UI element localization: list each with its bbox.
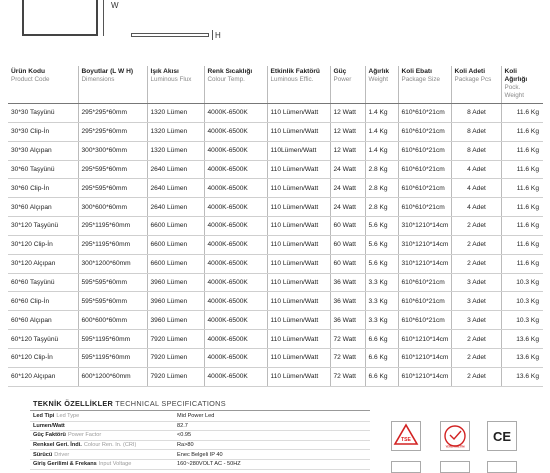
spec-value: 160~280VOLT AC - 50HZ (177, 461, 241, 468)
table-cell: 110 Lümen/Watt (267, 179, 330, 198)
spec-label-en: Driver (54, 451, 70, 458)
column-header-tr: Koli Ebatı (401, 68, 432, 75)
table-cell: 295*295*60mm (78, 104, 147, 123)
column-header-tr: Güç (333, 68, 347, 75)
table-cell: 60 Watt (330, 235, 365, 254)
column-header-tr: Ağırlık (368, 68, 390, 75)
table-cell: 310*1210*14cm (398, 217, 451, 236)
column-header-en: Product Code (11, 76, 50, 83)
spec-label-tr: Giriş Gerilimi & Frekans (33, 461, 97, 468)
table-cell: 11.6 Kg (501, 235, 543, 254)
spec-label-tr: Güç Faktörü (33, 432, 66, 439)
spec-label-tr: Sürücü (33, 451, 53, 458)
table-cell: 2640 Lümen (147, 179, 204, 198)
table-cell: 6.6 Kg (365, 330, 398, 349)
table-cell: 30*30 Clip-İn (8, 122, 78, 141)
spec-label-en: Power Factor (67, 432, 102, 439)
table-cell: 2 Adet (451, 330, 501, 349)
table-cell: 12 Watt (330, 104, 365, 123)
spec-value: Mid Power Led (177, 413, 215, 420)
spec-value: Enec Belgeli IP 40 (177, 451, 223, 458)
table-cell: 595*595*60mm (78, 292, 147, 311)
table-cell: 110Lümen/Watt (267, 141, 330, 160)
table-cell: 300*1200*60mm (78, 254, 147, 273)
table-row (8, 273, 543, 292)
table-cell: 36 Watt (330, 311, 365, 330)
spec-row (30, 422, 370, 432)
table-cell: 4000K-6500K (204, 141, 267, 160)
cert-badge-bottom-2 (440, 461, 470, 473)
table-cell: 2.8 Kg (365, 160, 398, 179)
table-cell: 3.3 Kg (365, 273, 398, 292)
column-header-en: Power (333, 76, 352, 83)
table-cell: 2.8 Kg (365, 179, 398, 198)
height-label: H (215, 31, 221, 40)
column-header (501, 66, 543, 104)
table-cell: 1320 Lümen (147, 141, 204, 160)
table-cell: 8 Adet (451, 141, 501, 160)
column-header-en: Pock. Weight (504, 84, 524, 99)
table-cell: 60*120 Alçıpan (8, 367, 78, 386)
table-cell: 24 Watt (330, 160, 365, 179)
tech-spec-title-tr: TEKNİK ÖZELLİKLER (33, 399, 114, 408)
column-header-tr: Koli Adeti (454, 68, 486, 75)
table-cell: 610*610*21cm (398, 179, 451, 198)
table-cell: 4 Adet (451, 198, 501, 217)
table-cell: 6.6 Kg (365, 367, 398, 386)
tse-text: TSE (401, 437, 411, 443)
table-cell: 1320 Lümen (147, 122, 204, 141)
width-label: W (111, 1, 119, 10)
ce-mark-icon (488, 422, 516, 450)
tech-spec-divider (30, 410, 370, 411)
table-cell: 6600 Lümen (147, 217, 204, 236)
table-cell: 4000K-6500K (204, 254, 267, 273)
table-cell: 4000K-6500K (204, 179, 267, 198)
table-cell: 310*1210*14cm (398, 254, 451, 273)
table-cell: 110 Lümen/Watt (267, 217, 330, 236)
column-header-tr: Boyutlar (L W H) (81, 68, 134, 75)
table-cell: 7920 Lümen (147, 348, 204, 367)
table-cell: 2 Adet (451, 348, 501, 367)
table-cell: 610*1210*14cm (398, 348, 451, 367)
table-cell: 610*610*21cm (398, 198, 451, 217)
column-header-en: Package Pcs (454, 76, 492, 83)
table-cell: 8 Adet (451, 104, 501, 123)
table-cell: 7920 Lümen (147, 330, 204, 349)
table-row (8, 235, 543, 254)
table-cell: 2640 Lümen (147, 160, 204, 179)
table-cell: 110 Lümen/Watt (267, 104, 330, 123)
table-row (8, 160, 543, 179)
table-cell: 8 Adet (451, 122, 501, 141)
table-row (8, 179, 543, 198)
table-cell: 110 Lümen/Watt (267, 198, 330, 217)
column-header-en: Package Size (401, 76, 441, 83)
table-cell: 4000K-6500K (204, 235, 267, 254)
table-cell: 4000K-6500K (204, 104, 267, 123)
table-cell: 110 Lümen/Watt (267, 292, 330, 311)
table-cell: 30*30 Alçıpan (8, 141, 78, 160)
column-header-en: Luminous Effic. (270, 76, 314, 83)
spec-label (30, 461, 177, 467)
width-dimension-line (103, 0, 104, 36)
table-cell: 12 Watt (330, 122, 365, 141)
column-header (365, 66, 398, 104)
table-row (8, 104, 543, 123)
cert-badge-bottom-1 (391, 461, 421, 473)
table-row (8, 217, 543, 236)
column-header-tr: Ürün Kodu (11, 68, 46, 75)
table-cell: 30*30 Taşyünü (8, 104, 78, 123)
table-cell: 10.3 Kg (501, 273, 543, 292)
spec-row (30, 450, 370, 460)
spec-label-en: Led Type (56, 413, 80, 420)
product-drawing (0, 0, 550, 60)
table-row (8, 292, 543, 311)
spec-row (30, 431, 370, 441)
table-cell: 4000K-6500K (204, 273, 267, 292)
table-cell: 610*610*21cm (398, 104, 451, 123)
table-cell: 110 Lümen/Watt (267, 348, 330, 367)
column-header (451, 66, 501, 104)
table-cell: 11.6 Kg (501, 254, 543, 273)
table-cell: 3.3 Kg (365, 311, 398, 330)
table-cell: 595*1195*60mm (78, 348, 147, 367)
spec-value: <0.95 (177, 432, 192, 439)
tse-logo (391, 421, 421, 451)
spec-value: Ra>80 (177, 442, 194, 449)
table-cell: 6600 Lümen (147, 254, 204, 273)
table-cell: 110 Lümen/Watt (267, 273, 330, 292)
table-cell: 24 Watt (330, 179, 365, 198)
table-cell: 5.6 Kg (365, 217, 398, 236)
tech-spec-list (30, 412, 370, 470)
table-cell: 11.6 Kg (501, 160, 543, 179)
table-cell: 3960 Lümen (147, 273, 204, 292)
column-header (204, 66, 267, 104)
table-cell: 4000K-6500K (204, 198, 267, 217)
table-cell: 610*610*21cm (398, 122, 451, 141)
table-cell: 3960 Lümen (147, 311, 204, 330)
table-cell: 60*120 Taşyünü (8, 330, 78, 349)
table-cell: 12 Watt (330, 141, 365, 160)
column-header-en: Dimensions (81, 76, 115, 83)
table-cell: 2640 Lümen (147, 198, 204, 217)
spec-label-tr: Led Tipi (33, 413, 55, 420)
table-row (8, 122, 543, 141)
column-header-tr: Etkinlik Faktörü (270, 68, 320, 75)
table-cell: 610*1210*14cm (398, 367, 451, 386)
column-header (8, 66, 78, 104)
table-cell: 24 Watt (330, 198, 365, 217)
table-cell: 295*595*60mm (78, 160, 147, 179)
spec-row (30, 460, 370, 470)
table-cell: 60*60 Alçıpan (8, 311, 78, 330)
table-cell: 1.4 Kg (365, 141, 398, 160)
spec-label-tr: Lumen/Watt (33, 422, 65, 429)
spec-value: 82.7 (177, 422, 188, 429)
table-cell: 11.6 Kg (501, 104, 543, 123)
panel-front-outline (22, 0, 98, 36)
tech-spec-title-en: TECHNICAL SPECIFICATIONS (115, 399, 226, 408)
table-cell: 4000K-6500K (204, 348, 267, 367)
table-row (8, 141, 543, 160)
table-cell: 11.6 Kg (501, 179, 543, 198)
column-header (398, 66, 451, 104)
table-cell: 600*1200*60mm (78, 367, 147, 386)
table-cell: 110 Lümen/Watt (267, 235, 330, 254)
table-cell: 110 Lümen/Watt (267, 160, 330, 179)
table-row (8, 330, 543, 349)
table-cell: 4000K-6500K (204, 367, 267, 386)
table-cell: 60*60 Taşyünü (8, 273, 78, 292)
table-cell: 30*120 Taşyünü (8, 217, 78, 236)
table-cell: 13.6 Kg (501, 330, 543, 349)
table-cell: 4 Adet (451, 179, 501, 198)
table-cell: 72 Watt (330, 330, 365, 349)
table-cell: 6600 Lümen (147, 235, 204, 254)
table-cell: 7920 Lümen (147, 367, 204, 386)
table-cell: 3 Adet (451, 311, 501, 330)
table-cell: 3.3 Kg (365, 292, 398, 311)
table-cell: 295*295*60mm (78, 122, 147, 141)
table-header-row (8, 66, 543, 104)
spec-row (30, 441, 370, 451)
table-cell: 1.4 Kg (365, 104, 398, 123)
table-cell: 610*610*21cm (398, 311, 451, 330)
table-cell: 10.3 Kg (501, 292, 543, 311)
table-cell: 13.6 Kg (501, 367, 543, 386)
table-cell: 4000K-6500K (204, 160, 267, 179)
table-cell: 610*1210*14cm (398, 330, 451, 349)
column-header (78, 66, 147, 104)
table-cell: 4000K-6500K (204, 330, 267, 349)
table-cell: 13.6 Kg (501, 348, 543, 367)
table-cell: 110 Lümen/Watt (267, 254, 330, 273)
table-cell: 300*600*60mm (78, 198, 147, 217)
table-cell: 295*595*60mm (78, 179, 147, 198)
table-cell: 610*610*21cm (398, 273, 451, 292)
table-cell: 610*610*21cm (398, 160, 451, 179)
table-cell: 3 Adet (451, 273, 501, 292)
spec-label (30, 442, 177, 448)
table-cell: 1320 Lümen (147, 104, 204, 123)
table-cell: 110 Lümen/Watt (267, 311, 330, 330)
tse-badge-icon (392, 422, 420, 450)
table-cell: 2 Adet (451, 367, 501, 386)
table-cell: 10.3 Kg (501, 311, 543, 330)
spec-label (30, 452, 177, 458)
table-cell: 110 Lümen/Watt (267, 122, 330, 141)
column-header-tr: Işık Akısı (150, 68, 179, 75)
column-header-tr: Renk Sıcaklığı (207, 68, 253, 75)
table-cell: 595*595*60mm (78, 273, 147, 292)
table-cell: 3 Adet (451, 292, 501, 311)
table-cell: 72 Watt (330, 348, 365, 367)
table-cell: 4 Adet (451, 160, 501, 179)
table-cell: 30*60 Clip-İn (8, 179, 78, 198)
table-cell: 72 Watt (330, 367, 365, 386)
table-cell: 295*1195*60mm (78, 217, 147, 236)
table-cell: 110 Lümen/Watt (267, 330, 330, 349)
spec-label (30, 423, 177, 429)
column-header (330, 66, 365, 104)
local-production-badge-icon (441, 422, 469, 450)
table-cell: 5.6 Kg (365, 254, 398, 273)
panel-side-outline (131, 33, 209, 37)
column-header-en: Colour Temp. (207, 76, 245, 83)
spec-label-en: Colour Ren. In. (CRI) (83, 442, 137, 449)
table-cell: 4000K-6500K (204, 217, 267, 236)
local-production-text: YERLİ ÜRETİM (445, 445, 465, 449)
table-row (8, 348, 543, 367)
table-cell: 2 Adet (451, 235, 501, 254)
table-cell: 4000K-6500K (204, 311, 267, 330)
height-dimension-line (212, 30, 213, 40)
table-cell: 310*1210*14cm (398, 235, 451, 254)
table-cell: 11.6 Kg (501, 141, 543, 160)
table-cell: 1.4 Kg (365, 122, 398, 141)
table-cell: 60 Watt (330, 217, 365, 236)
table-cell: 110 Lümen/Watt (267, 367, 330, 386)
table-cell: 2.8 Kg (365, 198, 398, 217)
spec-label (30, 432, 177, 438)
table-cell: 30*120 Clip-İn (8, 235, 78, 254)
table-cell: 60 Watt (330, 254, 365, 273)
table-cell: 36 Watt (330, 292, 365, 311)
table-cell: 595*1195*60mm (78, 330, 147, 349)
column-header-en: Weight (368, 76, 388, 83)
table-cell: 60*120 Clip-İn (8, 348, 78, 367)
table-cell: 11.6 Kg (501, 122, 543, 141)
table-cell: 30*60 Alçıpan (8, 198, 78, 217)
table-cell: 4000K-6500K (204, 122, 267, 141)
table-row (8, 311, 543, 330)
column-header (267, 66, 330, 104)
table-cell: 4000K-6500K (204, 292, 267, 311)
cert-badge-bottom-3 (487, 461, 517, 473)
table-cell: 36 Watt (330, 273, 365, 292)
spec-label-tr: Renksel Geri. İndi. (33, 442, 82, 449)
table-cell: 11.6 Kg (501, 217, 543, 236)
table-cell: 2 Adet (451, 217, 501, 236)
table-cell: 6.6 Kg (365, 348, 398, 367)
table-cell: 300*300*60mm (78, 141, 147, 160)
table-row (8, 254, 543, 273)
table-cell: 11.6 Kg (501, 198, 543, 217)
spec-label (30, 413, 177, 419)
column-header-en: Luminous Flux (150, 76, 192, 83)
table-cell: 30*60 Taşyünü (8, 160, 78, 179)
product-table (8, 66, 543, 387)
column-header-tr: Koli Ağırlığı (504, 68, 528, 83)
local-production-logo (440, 421, 470, 451)
tech-spec-title (33, 399, 226, 408)
table-row (8, 367, 543, 386)
table-cell: 610*610*21cm (398, 141, 451, 160)
spec-label-en: Input Voltage (98, 461, 132, 468)
table-cell: 5.6 Kg (365, 235, 398, 254)
table-cell: 600*600*60mm (78, 311, 147, 330)
table-cell: 60*60 Clip-İn (8, 292, 78, 311)
table-cell: 295*1195*60mm (78, 235, 147, 254)
table-cell: 610*610*21cm (398, 292, 451, 311)
table-row (8, 198, 543, 217)
ce-text: CE (492, 429, 512, 444)
table-body (8, 104, 543, 387)
table-cell: 3960 Lümen (147, 292, 204, 311)
ce-logo (487, 421, 517, 451)
table-cell: 30*120 Alçıpan (8, 254, 78, 273)
table-cell: 2 Adet (451, 254, 501, 273)
spec-row (30, 412, 370, 422)
column-header (147, 66, 204, 104)
